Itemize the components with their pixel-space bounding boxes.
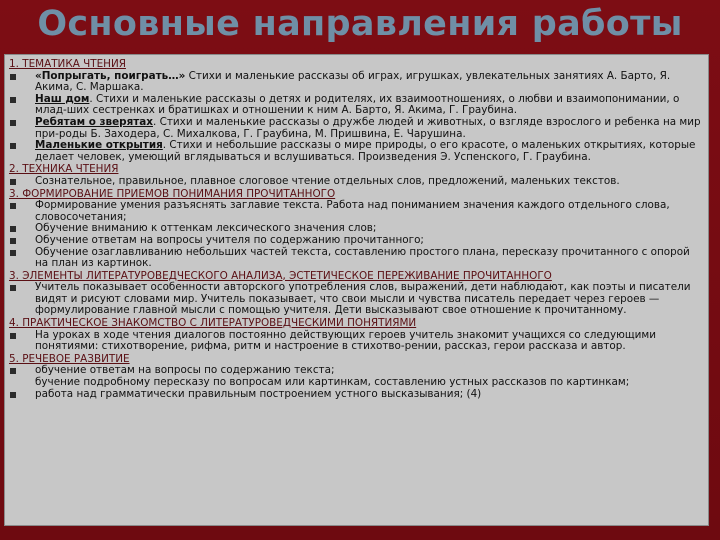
item-text: Стихи и маленькие рассказы об играх, игрушках, увлекательных занятиях А. Барто, Я. Акима, С. Маршака. bbox=[35, 69, 671, 94]
section-heading: 5. РЕЧЕВОЕ РАЗВИТИЕ bbox=[9, 352, 130, 365]
item-text: Обучение озаглавливанию небольших частей текста, составлению простого плана, пересказу прочитанного с опорой на план из картинок. bbox=[35, 245, 690, 270]
slide-title: Основные направления работы bbox=[37, 4, 683, 44]
square-bullet-icon bbox=[10, 333, 16, 339]
list-item bbox=[9, 71, 704, 94]
list-item bbox=[9, 247, 704, 270]
item-text: . Стихи и маленькие рассказы о детях и родителях, их взаимоотношениях, о любви и взаимопонимании, о млад-ших сестренках и братишках и отношении к ним А. Барто, Я. Акима, Г. Граубина. bbox=[35, 92, 680, 117]
item-text: работа над грамматически правильным построением устного высказывания; (4) bbox=[35, 387, 482, 400]
list-item bbox=[9, 117, 704, 140]
item-text: Обучение вниманию к оттенкам лексического значения слов; bbox=[35, 222, 377, 235]
square-bullet-icon bbox=[10, 392, 16, 398]
section-heading: 1. ТЕМАТИКА ЧТЕНИЯ bbox=[9, 58, 126, 70]
content-box bbox=[4, 54, 709, 526]
item-text: Формирование умения разъяснять заглавие текста. Работа над пониманием значения каждого отдельного слова, словосочетания; bbox=[35, 199, 670, 223]
square-bullet-icon bbox=[10, 238, 16, 244]
square-bullet-icon bbox=[10, 250, 16, 256]
square-bullet-icon bbox=[10, 285, 16, 291]
square-bullet-icon bbox=[10, 143, 16, 149]
item-text: Учитель показывает особенности авторского употребления слов, выражений, дети наблюдают, как поэты и писатели видят и рисуют словами мир. Учитель показывает, что свои мысли и чувства писатель передает через героев —формулирование главной мысли с помощью учителя. Дети высказывают свое отношение к прочитанному. bbox=[35, 281, 691, 317]
item-text: Обучение ответам на вопросы учителя по содержанию прочитанного; bbox=[35, 233, 424, 246]
section-heading: 2. ТЕХНИКА ЧТЕНИЯ bbox=[9, 163, 119, 176]
square-bullet-icon bbox=[10, 74, 16, 80]
list-item bbox=[9, 200, 704, 223]
item-text: обучение ответам на вопросы по содержанию текста; bbox=[35, 364, 335, 377]
item-lead: Наш дом bbox=[35, 92, 90, 105]
square-bullet-icon bbox=[10, 97, 16, 103]
section-heading: 3. ФОРМИРОВАНИЕ ПРИЕМОВ ПОНИМАНИЯ ПРОЧИТАННОГО bbox=[9, 187, 336, 200]
square-bullet-icon bbox=[10, 226, 16, 232]
section-heading: 4. ПРАКТИЧЕСКОЕ ЗНАКОМСТВО С ЛИТЕРАТУРОВЕДЧЕСКИМИ ПОНЯТИЯМИ bbox=[9, 317, 417, 330]
square-bullet-icon bbox=[10, 179, 16, 185]
section-heading: 3. ЭЛЕМЕНТЫ ЛИТЕРАТУРОВЕДЧЕСКОГО АНАЛИЗА, ЭСТЕТИЧЕСКОЕ ПЕРЕЖИВАНИЕ ПРОЧИТАННОГО bbox=[9, 269, 552, 282]
square-bullet-icon bbox=[10, 368, 16, 374]
item-text: . Стихи и маленькие рассказы о дружбе людей и животных, о взгляде взрослого и ребенка на мир при-роды Б. Заходера, С. Михалкова, Г. Граубина, М. Пришвина, Е. Чарушина. bbox=[35, 115, 701, 140]
list-item bbox=[9, 330, 704, 353]
list-item bbox=[9, 365, 704, 388]
square-bullet-icon bbox=[10, 120, 16, 126]
item-lead: «Попрыгать, поиграть…» bbox=[35, 69, 186, 82]
list-item bbox=[9, 282, 704, 317]
list-item bbox=[9, 389, 704, 401]
item-text: . Стихи и небольшие рассказы о мире природы, о его красоте, о маленьких открытиях, которые делает человек, умеющий вглядываться и вслушиваться. Произведения Э. Успенского, Г. Граубина. bbox=[35, 139, 696, 163]
item-lead: Маленькие открытия bbox=[35, 139, 163, 152]
list-item bbox=[9, 94, 704, 117]
square-bullet-icon bbox=[10, 203, 16, 209]
item-lead: Ребятам о зверятах bbox=[35, 115, 153, 128]
list-item bbox=[9, 140, 704, 163]
list-item bbox=[9, 176, 704, 188]
item-text: Сознательное, правильное, плавное слоговое чтение отдельных слов, предложений, маленьких текстов. bbox=[35, 174, 620, 187]
item-text-extra: бучение подробному пересказу по вопросам или картинкам, составлению устных рассказов по картинкам; bbox=[35, 376, 630, 389]
item-text: На уроках в ходе чтения диалогов постоянно действующих героев учитель знакомит учащихся со следующими понятиями: стихотворение, рифма, ритм и настроение в стихотво-рении, рассказ, герои рассказа и автор. bbox=[35, 328, 656, 353]
